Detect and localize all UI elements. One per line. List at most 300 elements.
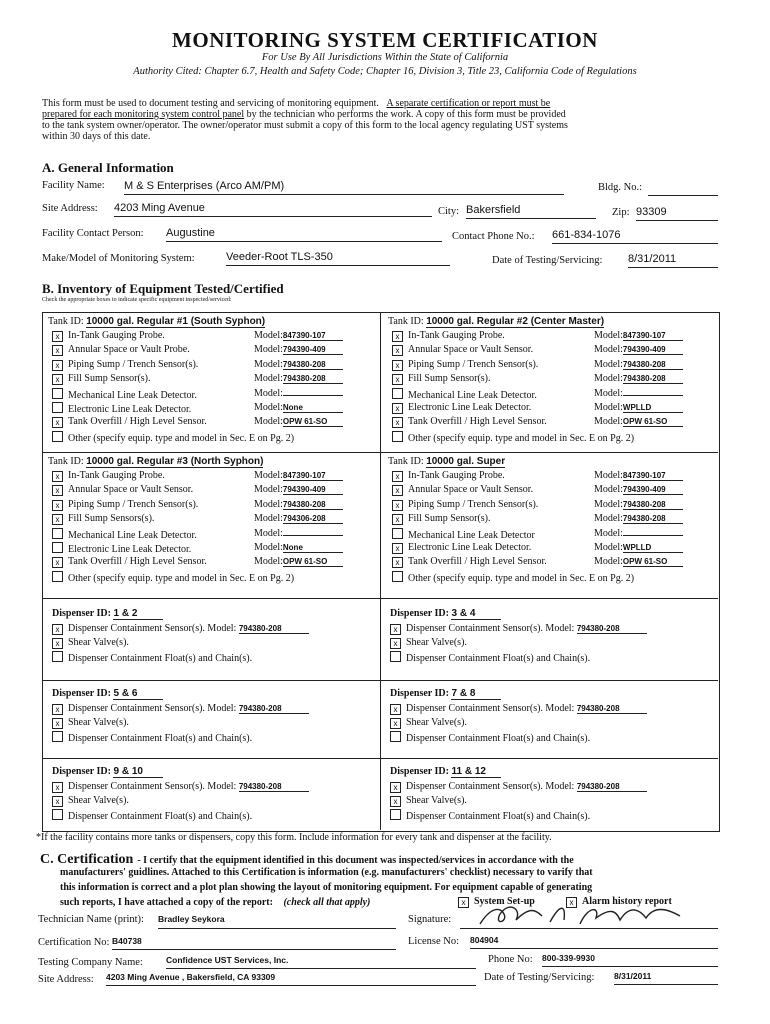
dispenser-item-label: Dispenser Containment Float(s) and Chain(s). <box>68 811 253 822</box>
other-label: Other (specify equip. type and model in Sec. E on Pg. 2) <box>408 572 635 584</box>
other-equipment-item <box>52 431 294 444</box>
tank-id-label: Tank ID: <box>48 456 84 467</box>
license-field[interactable]: 804904 <box>470 935 718 949</box>
site-address-field[interactable]: 4203 Ming Avenue <box>114 202 432 217</box>
equipment-label: Electronic Line Leak Detector. <box>68 544 192 555</box>
equipment-item <box>52 344 190 356</box>
model-value[interactable]: 794380-208 <box>283 374 343 384</box>
equipment-checkbox[interactable]: x <box>52 471 63 482</box>
dispenser-item <box>52 781 309 793</box>
dispenser-item-label: Dispenser Containment Sensor(s). Model: <box>68 781 237 792</box>
contact-field[interactable]: Augustine <box>166 227 442 242</box>
equipment-checkbox[interactable]: x <box>392 485 403 496</box>
cert-date-field[interactable]: 8/31/2011 <box>614 971 718 985</box>
equipment-item <box>52 330 165 342</box>
dispenser-item <box>52 809 252 822</box>
model-value[interactable] <box>283 395 343 396</box>
dispenser-item-label: Dispenser Containment Float(s) and Chain(s). <box>406 653 591 664</box>
model-row <box>594 359 683 370</box>
model-value[interactable]: 847390-107 <box>283 471 343 481</box>
equipment-checkbox[interactable]: x <box>392 403 403 414</box>
dispenser-id-row <box>390 608 501 620</box>
model-label: Model: <box>594 542 623 553</box>
model-value[interactable]: OPW 61-SO <box>623 557 683 567</box>
model-label: Model: <box>254 527 283 539</box>
equipment-label: Fill Sump Sensor(s). <box>68 373 151 385</box>
equipment-checkbox[interactable] <box>52 528 63 539</box>
equipment-label: Fill Sump Sensor(s). <box>408 513 491 525</box>
equipment-item <box>52 484 193 496</box>
dispenser-checkbox[interactable]: x <box>52 638 63 649</box>
equipment-label: Electronic Line Leak Detector. <box>408 542 532 553</box>
cert-no-field[interactable]: B40738 <box>112 936 396 950</box>
equipment-item <box>52 359 198 371</box>
dispenser-checkbox[interactable] <box>52 809 63 820</box>
equipment-item <box>392 484 533 496</box>
signature-field[interactable] <box>460 912 718 929</box>
dispenser-model-value[interactable]: 794380-208 <box>239 624 309 634</box>
equipment-label: Annular Space or Vault Probe. <box>68 344 190 356</box>
dispenser-id-value[interactable]: 7 & 8 <box>451 688 501 700</box>
dispenser-item <box>390 623 647 635</box>
model-label: Model: <box>254 470 283 481</box>
dispenser-item-label: Shear Valve(s). <box>406 795 467 806</box>
model-label: Model: <box>594 416 623 428</box>
dispenser-item-label: Dispenser Containment Float(s) and Chain(s). <box>406 733 591 744</box>
equipment-item <box>392 499 538 511</box>
model-row <box>594 499 683 510</box>
tank-id-row <box>48 316 265 327</box>
other-label: Other (specify equip. type and model in Sec. E on Pg. 2) <box>408 432 635 444</box>
facility-name-field[interactable]: M & S Enterprises (Arco AM/PM) <box>124 180 564 195</box>
equipment-label: Piping Sump / Trench Sensor(s). <box>68 358 199 370</box>
dispenser-id-label: Dispenser ID: <box>390 766 449 777</box>
model-value[interactable]: OPW 61-SO <box>283 417 343 427</box>
cert-site-label: Site Address: <box>38 974 94 985</box>
equipment-checkbox[interactable]: x <box>392 360 403 371</box>
equipment-item <box>392 344 533 356</box>
dispenser-id-row <box>52 608 163 620</box>
equipment-label: Annular Space or Vault Sensor. <box>408 344 534 356</box>
equipment-item <box>52 470 165 482</box>
model-row <box>594 513 683 524</box>
dispenser-item <box>52 623 309 635</box>
dispenser-item <box>52 637 129 649</box>
opt-system-setup[interactable]: x System Set-up <box>458 896 535 908</box>
equipment-checkbox[interactable] <box>52 402 63 413</box>
model-row <box>254 542 343 553</box>
model-value[interactable]: 847390-107 <box>283 331 343 341</box>
dispenser-item <box>390 703 647 715</box>
dispenser-item-label: Dispenser Containment Sensor(s). Model: <box>68 623 237 634</box>
equipment-checkbox[interactable]: x <box>52 417 63 428</box>
equipment-item <box>52 388 197 401</box>
dispenser-checkbox[interactable]: x <box>52 704 63 715</box>
dispenser-checkbox[interactable]: x <box>390 782 401 793</box>
model-row <box>594 542 683 553</box>
equipment-checkbox[interactable] <box>392 388 403 399</box>
cert-text-2: manufacturers' guidlines. Attached to this Certification is information (e.g. manufacturers' checklist) necessary to varify that <box>60 867 593 878</box>
dispenser-checkbox[interactable] <box>390 731 401 742</box>
intro-paragraph: This form must be used to document testing and servicing of monitoring equipment. A separate certification or report must be prepared for each monitoring system control panel by the technician who performs the work. A copy of this form must be provided to the tank system owner/operator. The owner/operator must submit a copy of this form to the local agency regulating UST systems within 30 days of this date. <box>42 98 568 142</box>
equipment-item <box>52 513 154 525</box>
equipment-checkbox[interactable]: x <box>52 557 63 568</box>
dispenser-checkbox[interactable] <box>390 651 401 662</box>
model-value[interactable]: WPLLD <box>623 543 683 553</box>
dispenser-item-label: Shear Valve(s). <box>406 717 467 728</box>
equipment-checkbox[interactable]: x <box>52 514 63 525</box>
equipment-item <box>392 416 547 428</box>
model-row <box>594 402 683 413</box>
other-checkbox[interactable] <box>392 431 403 442</box>
contact-phone-field[interactable]: 661-834-1076 <box>552 229 718 244</box>
model-value[interactable]: None <box>283 543 343 553</box>
model-value[interactable]: None <box>283 403 343 413</box>
dispenser-item <box>390 717 467 729</box>
cert-no-label: Certification No: <box>38 937 110 948</box>
model-label: Model: <box>254 330 283 341</box>
equipment-label: Electronic Line Leak Detector. <box>68 404 192 415</box>
dispenser-checkbox[interactable] <box>52 731 63 742</box>
model-value[interactable]: 794380-208 <box>283 360 343 370</box>
dispenser-model-value[interactable]: 794380-208 <box>577 704 647 714</box>
model-label: Model: <box>254 513 283 525</box>
model-row <box>254 416 343 427</box>
equipment-label: Tank Overfill / High Level Sensor. <box>408 556 547 568</box>
model-value[interactable]: OPW 61-SO <box>283 557 343 567</box>
dispenser-checkbox[interactable]: x <box>390 638 401 649</box>
model-label: Model: <box>594 513 623 525</box>
model-value[interactable]: 794380-208 <box>623 514 683 524</box>
page-title: MONITORING SYSTEM CERTIFICATION <box>172 28 598 52</box>
model-value[interactable]: 794380-208 <box>623 374 683 384</box>
dispenser-model-value[interactable]: 794380-208 <box>239 704 309 714</box>
model-row <box>254 556 343 567</box>
model-value[interactable]: 794380-208 <box>623 360 683 370</box>
dispenser-id-label: Dispenser ID: <box>52 766 111 777</box>
zip-field[interactable]: 93309 <box>636 206 718 221</box>
model-row <box>254 528 343 539</box>
equipment-item <box>52 542 191 555</box>
dispenser-checkbox[interactable] <box>390 809 401 820</box>
model-value[interactable]: OPW 61-SO <box>623 417 683 427</box>
equipment-label: Fill Sump Sensor(s). <box>408 373 491 385</box>
model-label: Model: <box>594 527 623 539</box>
tank-id-row <box>388 316 604 327</box>
equipment-checkbox[interactable]: x <box>392 331 403 342</box>
model-value[interactable]: 794380-208 <box>623 500 683 510</box>
dispenser-id-row <box>390 688 501 700</box>
model-value[interactable]: 794390-409 <box>623 345 683 355</box>
model-value[interactable]: WPLLD <box>623 403 683 413</box>
model-value[interactable]: 847390-107 <box>623 471 683 481</box>
inventory-divider <box>380 312 381 830</box>
license-label: License No: <box>408 936 460 947</box>
city-field[interactable]: Bakersfield <box>466 204 596 219</box>
equipment-label: Annular Space or Vault Sensor. <box>68 484 194 496</box>
equipment-label: Fill Sump Sensors(s). <box>68 513 155 525</box>
equipment-checkbox[interactable]: x <box>392 514 403 525</box>
authority-cited: Authority Cited: Chapter 6.7, Health and Safety Code; Chapter 16, Division 3, Title 23, California Code of Regulations <box>133 66 637 77</box>
signature-mark <box>470 900 700 930</box>
model-value[interactable] <box>623 395 683 396</box>
equipment-label: Tank Overfill / High Level Sensor. <box>68 416 207 428</box>
dispenser-item <box>390 809 590 822</box>
tank-id-value[interactable]: 10000 gal. Super <box>426 456 506 467</box>
dispenser-item <box>52 651 252 664</box>
dispenser-item <box>390 781 647 793</box>
dispenser-checkbox[interactable]: x <box>52 718 63 729</box>
test-date-label: Date of Testing/Servicing: <box>492 255 603 266</box>
equipment-label: Mechanical Line Leak Detector. <box>68 529 197 541</box>
model-value[interactable]: 794306-208 <box>283 514 343 524</box>
model-row <box>594 373 683 384</box>
dispenser-item <box>390 651 590 664</box>
dispenser-item <box>52 703 309 715</box>
dispenser-id-label: Dispenser ID: <box>52 688 111 699</box>
model-row <box>254 388 343 399</box>
equipment-checkbox[interactable]: x <box>392 417 403 428</box>
model-label: Model: <box>594 330 623 341</box>
model-label: Model: <box>594 387 623 399</box>
dispenser-item <box>52 717 129 729</box>
tank-id-row <box>48 456 263 467</box>
opt-alarm-history[interactable]: x Alarm history report <box>566 896 672 908</box>
city-label: City: <box>438 206 460 217</box>
equipment-item <box>392 542 531 554</box>
cert-text-3: this information is correct and a plot plan showing the layout of monitoring equipment. For equipment capable of generating <box>60 882 593 893</box>
other-label: Other (specify equip. type and model in Sec. E on Pg. 2) <box>68 572 295 584</box>
dispenser-id-value[interactable]: 9 & 10 <box>113 766 163 778</box>
equipment-item <box>392 359 538 371</box>
equipment-item <box>392 513 491 525</box>
model-label: Model: <box>594 402 623 413</box>
section-b-heading: B. Inventory of Equipment Tested/Certified <box>42 281 284 296</box>
model-row <box>594 470 683 481</box>
model-row <box>254 402 343 413</box>
tank-id-value[interactable]: 10000 gal. Regular #3 (North Syphon) <box>86 456 264 467</box>
tank-id-label: Tank ID: <box>48 316 84 327</box>
equipment-label: Annular Space or Vault Sensor. <box>408 484 534 496</box>
model-label: Model: <box>594 470 623 481</box>
section-c-heading: C. Certification <box>40 852 134 867</box>
other-checkbox[interactable] <box>52 431 63 442</box>
dispenser-item-label: Dispenser Containment Sensor(s). Model: <box>406 703 575 714</box>
equipment-label: In-Tank Gauging Probe. <box>68 330 165 341</box>
company-field[interactable]: Confidence UST Services, Inc. <box>166 955 476 969</box>
equipment-item <box>392 528 535 541</box>
equipment-item <box>52 416 207 428</box>
contact-label: Facility Contact Person: <box>42 228 144 239</box>
model-label: Model: <box>594 358 623 370</box>
equipment-label: Mechanical Line Leak Detector <box>408 529 535 541</box>
make-model-label: Make/Model of Monitoring System: <box>42 253 195 264</box>
model-row <box>594 344 683 355</box>
dispenser-id-value[interactable]: 11 & 12 <box>451 766 501 778</box>
model-row <box>254 484 343 495</box>
equipment-checkbox[interactable]: x <box>392 543 403 554</box>
equipment-label: Tank Overfill / High Level Sensor. <box>68 556 207 568</box>
equipment-item <box>52 373 151 385</box>
cert-date-label: Date of Testing/Servicing: <box>484 972 595 983</box>
equipment-label: In-Tank Gauging Probe. <box>408 330 505 341</box>
equipment-checkbox[interactable]: x <box>392 557 403 568</box>
model-value[interactable]: 847390-107 <box>623 331 683 341</box>
equipment-label: Electronic Line Leak Detector. <box>408 402 532 413</box>
equipment-checkbox[interactable]: x <box>392 345 403 356</box>
dispenser-checkbox[interactable]: x <box>52 796 63 807</box>
equipment-checkbox[interactable]: x <box>392 374 403 385</box>
dispenser-item <box>52 795 129 807</box>
model-row <box>254 359 343 370</box>
dispenser-checkbox[interactable]: x <box>52 624 63 635</box>
tank-id-value[interactable]: 10000 gal. Regular #2 (Center Master) <box>426 316 605 327</box>
equipment-item <box>392 388 537 401</box>
equipment-item <box>52 528 197 541</box>
equipment-checkbox[interactable] <box>52 542 63 553</box>
dispenser-item <box>390 731 590 744</box>
tech-name-field[interactable]: Bradley Seykora <box>158 914 396 929</box>
system-setup-checkbox[interactable]: x <box>458 897 469 908</box>
equipment-checkbox[interactable] <box>392 528 403 539</box>
dispenser-item <box>390 637 467 649</box>
other-equipment-item <box>392 571 634 584</box>
alarm-history-checkbox[interactable]: x <box>566 897 577 908</box>
model-row <box>254 344 343 355</box>
equipment-label: Mechanical Line Leak Detector. <box>68 389 197 401</box>
equipment-label: In-Tank Gauging Probe. <box>408 470 505 481</box>
dispenser-id-row <box>390 766 501 778</box>
dispenser-id-row <box>52 766 163 778</box>
other-label: Other (specify equip. type and model in Sec. E on Pg. 2) <box>68 432 295 444</box>
model-row <box>594 484 683 495</box>
dispenser-checkbox[interactable]: x <box>390 718 401 729</box>
tech-name-label: Technician Name (print): <box>38 914 144 925</box>
dispenser-id-value[interactable]: 3 & 4 <box>451 608 501 620</box>
model-row <box>254 499 343 510</box>
dispenser-checkbox[interactable]: x <box>390 796 401 807</box>
equipment-checkbox[interactable]: x <box>392 471 403 482</box>
model-row <box>254 330 343 341</box>
model-label: Model: <box>254 402 283 413</box>
equipment-item <box>52 556 207 568</box>
model-value[interactable] <box>623 535 683 536</box>
certification-block: C. Certification - I certify that the equipment identified in this document was inspected/services in accordance with the <box>40 852 574 867</box>
dispenser-checkbox[interactable]: x <box>390 704 401 715</box>
model-value[interactable] <box>283 535 343 536</box>
dispenser-item-label: Shear Valve(s). <box>68 717 129 728</box>
model-row <box>254 513 343 524</box>
section-b-note: Check the appropriate boxes to indicate specific equipment inspected/serviced: <box>42 297 232 303</box>
equipment-item <box>392 470 505 482</box>
make-model-field[interactable]: Veeder-Root TLS-350 <box>226 251 450 266</box>
equipment-checkbox[interactable]: x <box>52 374 63 385</box>
model-row <box>254 373 343 384</box>
bldg-label: Bldg. No.: <box>598 182 643 193</box>
equipment-checkbox[interactable]: x <box>392 500 403 511</box>
tank-id-label: Tank ID: <box>388 456 424 467</box>
dispenser-id-label: Dispenser ID: <box>52 608 111 619</box>
equipment-label: In-Tank Gauging Probe. <box>68 470 165 481</box>
other-checkbox[interactable] <box>52 571 63 582</box>
dispenser-item-label: Dispenser Containment Float(s) and Chain(s). <box>68 733 253 744</box>
other-checkbox[interactable] <box>392 571 403 582</box>
model-row <box>594 556 683 567</box>
equipment-label: Piping Sump / Trench Sensor(s). <box>68 498 199 510</box>
tank-id-row <box>388 456 505 467</box>
model-label: Model: <box>254 498 283 510</box>
equipment-label: Tank Overfill / High Level Sensor. <box>408 416 547 428</box>
model-row <box>254 470 343 481</box>
zip-label: Zip: <box>612 207 630 218</box>
equipment-checkbox[interactable]: x <box>52 345 63 356</box>
model-value[interactable]: 794380-208 <box>283 500 343 510</box>
cert-site-field[interactable]: 4203 Ming Avenue , Bakersfield, CA 93309 <box>106 972 476 986</box>
equipment-checkbox[interactable]: x <box>52 331 63 342</box>
model-label: Model: <box>254 416 283 428</box>
dispenser-model-value[interactable]: 794380-208 <box>239 782 309 792</box>
equipment-label: Mechanical Line Leak Detector. <box>408 389 537 401</box>
site-address-label: Site Address: <box>42 203 98 214</box>
tank-id-value[interactable]: 10000 gal. Regular #1 (South Syphon) <box>86 316 266 327</box>
equipment-item <box>52 402 191 415</box>
dispenser-id-value[interactable]: 5 & 6 <box>113 688 163 700</box>
tank-id-label: Tank ID: <box>388 316 424 327</box>
bldg-field[interactable] <box>648 182 718 196</box>
model-label: Model: <box>254 344 283 356</box>
company-phone-field[interactable]: 800-339-9930 <box>542 953 718 967</box>
model-label: Model: <box>254 556 283 568</box>
equipment-checkbox[interactable]: x <box>52 360 63 371</box>
dispenser-model-value[interactable]: 794380-208 <box>577 624 647 634</box>
equipment-item <box>392 556 547 568</box>
dispenser-checkbox[interactable]: x <box>390 624 401 635</box>
contact-phone-label: Contact Phone No.: <box>452 231 535 242</box>
dispenser-item-label: Shear Valve(s). <box>68 637 129 648</box>
model-label: Model: <box>254 542 283 553</box>
equipment-checkbox[interactable] <box>52 388 63 399</box>
model-value[interactable]: 794390-409 <box>283 485 343 495</box>
equipment-checkbox[interactable]: x <box>52 500 63 511</box>
dispenser-checkbox[interactable] <box>52 651 63 662</box>
dispenser-model-value[interactable]: 794380-208 <box>577 782 647 792</box>
dispenser-checkbox[interactable]: x <box>52 782 63 793</box>
model-row <box>594 416 683 427</box>
equipment-item <box>52 499 198 511</box>
test-date-field[interactable]: 8/31/2011 <box>628 253 718 268</box>
model-label: Model: <box>254 484 283 496</box>
model-value[interactable]: 794390-409 <box>283 345 343 355</box>
other-equipment-item <box>392 431 634 444</box>
dispenser-item-label: Dispenser Containment Float(s) and Chain(s). <box>406 811 591 822</box>
model-label: Model: <box>594 373 623 385</box>
dispenser-item-label: Dispenser Containment Sensor(s). Model: <box>406 623 575 634</box>
equipment-item <box>392 330 505 342</box>
equipment-item <box>392 402 531 414</box>
other-equipment-item <box>52 571 294 584</box>
equipment-label: Piping Sump / Trench Sensor(s). <box>408 498 539 510</box>
equipment-label: Piping Sump / Trench Sensor(s). <box>408 358 539 370</box>
dispenser-item-label: Shear Valve(s). <box>406 637 467 648</box>
dispenser-id-value[interactable]: 1 & 2 <box>113 608 163 620</box>
company-label: Testing Company Name: <box>38 957 143 968</box>
equipment-item <box>392 373 491 385</box>
equipment-checkbox[interactable]: x <box>52 485 63 496</box>
model-label: Model: <box>594 344 623 356</box>
dispenser-id-row <box>52 688 163 700</box>
model-value[interactable]: 794390-409 <box>623 485 683 495</box>
cert-text-4: such reports, I have attached a copy of the report: (check all that apply) <box>60 897 371 908</box>
